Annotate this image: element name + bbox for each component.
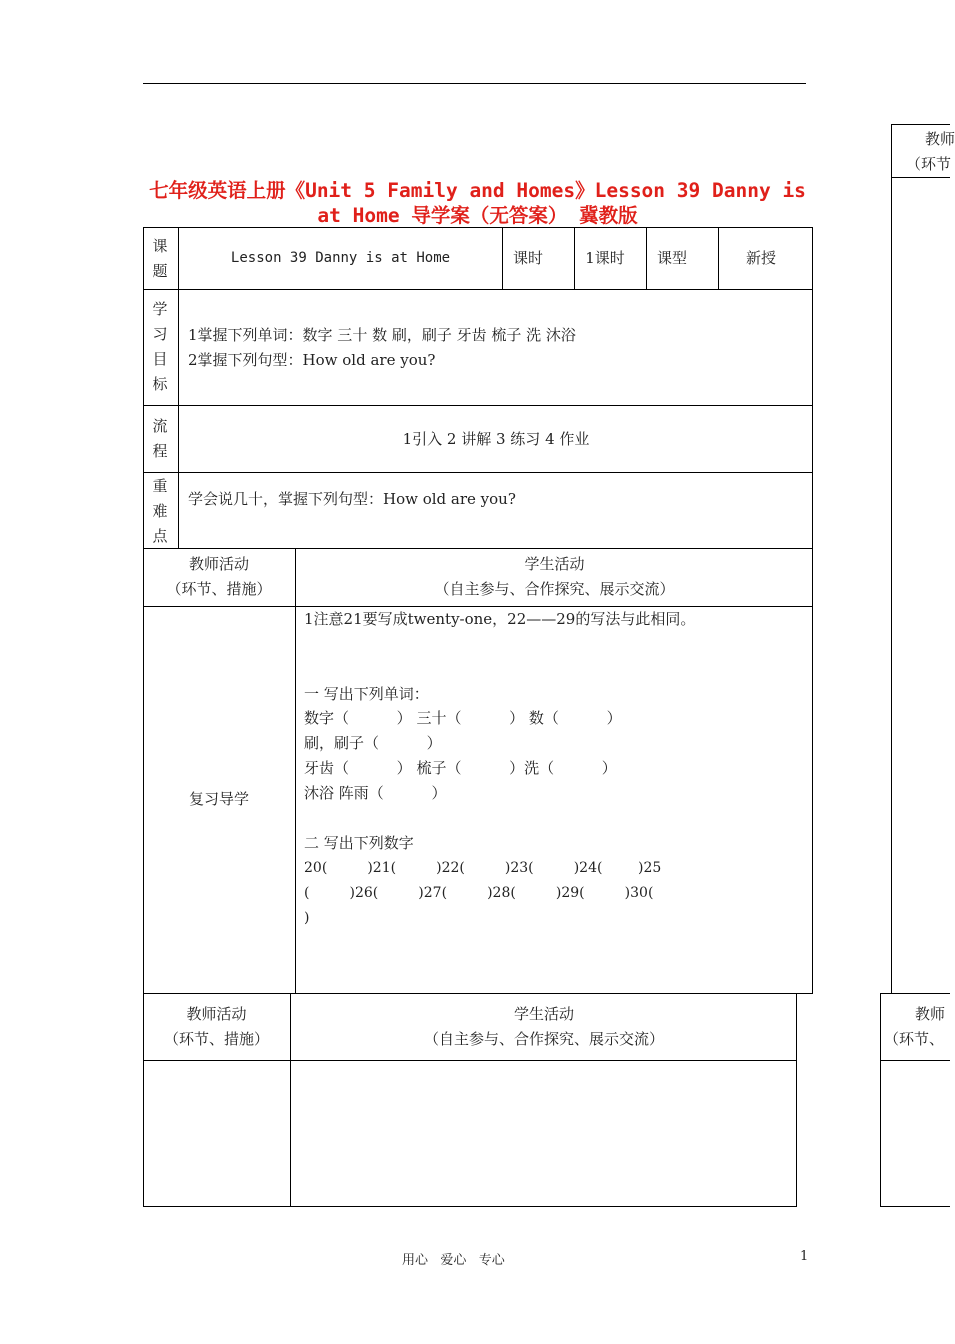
neighbor-teacher-heading: 教师 <box>915 1005 946 1023</box>
neighbor-teacher-subheading: （环节、 <box>884 1030 945 1048</box>
header-rule <box>143 83 806 84</box>
review-label: 复习导学 <box>188 790 249 808</box>
page-number: 1 <box>800 1249 809 1264</box>
neighbor-table-edge <box>891 177 950 178</box>
student-activity-subheading: （自主参与、合作探究、展示交流） <box>434 580 675 598</box>
section2-title: 二 写出下列数字 <box>304 834 414 852</box>
neighbor-table-edge <box>880 993 950 994</box>
footer-motto: 用心 爱心 专心 <box>402 1253 505 1268</box>
neighbor-table-edge <box>880 993 881 1207</box>
section1-title: 一 写出下列单词： <box>304 685 429 703</box>
page-title-line1: 七年级英语上册《Unit 5 Family and Homes》Lesson 39 Danny is <box>149 179 806 202</box>
row-divider <box>143 548 813 549</box>
words-line: 数字（ ） 三十（ ） 数（ ） <box>304 709 622 727</box>
col-divider <box>178 227 179 548</box>
type-value: 新授 <box>745 249 776 267</box>
key-points-label: 重难点 <box>152 477 168 545</box>
objectives-label: 学习目标 <box>152 300 168 393</box>
period-label: 课时 <box>512 249 543 267</box>
teacher-activity-heading: 教师活动 <box>188 555 249 573</box>
process-label: 流程 <box>152 417 168 460</box>
teacher-activity-heading: 教师活动 <box>186 1005 247 1023</box>
student-activity-heading: 学生活动 <box>513 1005 574 1023</box>
row-divider <box>143 405 813 406</box>
teacher-activity-subheading: （环节、措施） <box>166 580 272 598</box>
row-divider <box>143 1060 797 1061</box>
words-line: 沐浴 阵雨（ ） <box>304 784 447 802</box>
student-activity-heading: 学生活动 <box>524 555 585 573</box>
neighbor-teacher-heading: 教师 <box>925 130 955 148</box>
neighbor-table-edge <box>880 1206 950 1207</box>
page-title <box>140 178 815 228</box>
numbers-line: ( )26( )27( )28( )29( )30( <box>304 885 654 901</box>
review-note: 1注意21要写成twenty-one，22——29的写法与此相同。 <box>304 610 696 628</box>
teacher-activity-subheading: （环节、措施） <box>163 1030 269 1048</box>
words-line: 牙齿（ ） 梳子（ ）洗（ ） <box>304 759 617 777</box>
col-divider <box>295 548 296 994</box>
student-activity-subheading: （自主参与、合作探究、展示交流） <box>423 1030 664 1048</box>
numbers-line: 20( )21( )22( )23( )24( )25 <box>304 860 662 876</box>
topic-value: Lesson 39 Danny is at Home <box>230 250 451 266</box>
period-value: 1课时 <box>585 249 625 267</box>
neighbor-teacher-subheading: （环节 <box>906 155 952 173</box>
objectives-line2: 2掌握下列句型：How old are you? <box>188 351 436 369</box>
neighbor-table-edge <box>880 1060 950 1061</box>
numbers-line: ) <box>304 910 310 926</box>
topic-label: 课题 <box>152 237 168 280</box>
objectives-line1: 1掌握下列单词：数字 三十 数 刷，刷子 牙齿 梳子 洗 沐浴 <box>188 326 576 344</box>
row-divider <box>143 289 813 290</box>
page-title-line2: at Home 导学案（无答案） 冀教版 <box>317 204 638 227</box>
neighbor-table-edge <box>891 124 950 125</box>
process-value: 1引入 2 讲解 3 练习 4 作业 <box>402 430 590 448</box>
key-points-value: 学会说几十，掌握下列句型：How old are you? <box>188 490 516 508</box>
words-line: 刷，刷子（ ） <box>304 734 442 752</box>
row-divider <box>143 472 813 473</box>
type-label: 课型 <box>656 249 687 267</box>
neighbor-table-edge <box>891 124 892 994</box>
